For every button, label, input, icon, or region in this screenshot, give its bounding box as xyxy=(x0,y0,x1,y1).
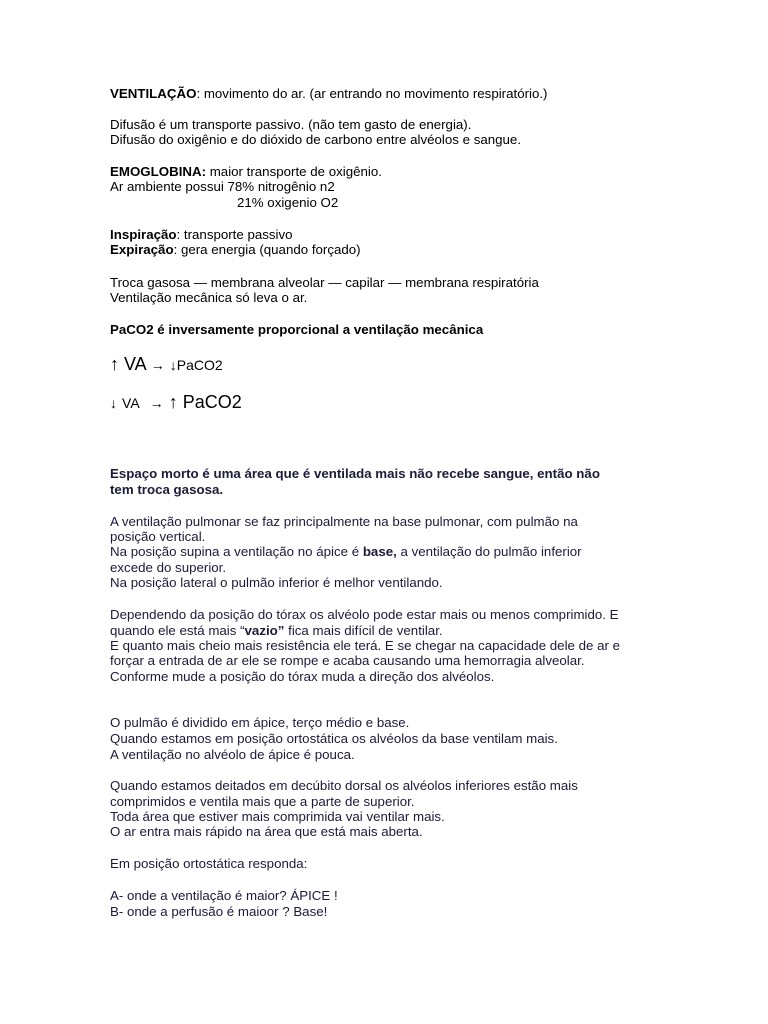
equation-1 xyxy=(110,354,223,375)
vazio-text-post: fica mais difícil de ventilar. xyxy=(284,623,443,638)
ventilacao-label: VENTILAÇÃO xyxy=(110,86,197,101)
inspiracao-label: Inspiração xyxy=(110,227,177,242)
emoglobina-line xyxy=(110,164,382,179)
inspiracao-text: : transporte passivo xyxy=(176,227,293,242)
pulmao-dividido-line-1: O pulmão é dividido em ápice, terço médio e base. xyxy=(110,715,410,730)
equation-2-va: VA xyxy=(122,395,140,411)
vazio-text-pre: quando ele está mais “ xyxy=(110,623,245,638)
question-answer-a: A- onde a ventilação é maior? ÁPICE ! xyxy=(110,888,338,903)
pulmao-dividido-line-2: Quando estamos em posição ortostática os alvéolos da base ventilam mais. xyxy=(110,731,558,746)
emoglobina-label: EMOGLOBINA: xyxy=(110,164,207,179)
posicao-supina-text-pre: Na posição supina a ventilação no ápice é xyxy=(110,544,363,559)
dependendo-line-4: forçar a entrada de ar ele se rompe e acaba causando uma hemorragia alveolar. xyxy=(110,653,585,668)
emoglobina-text: maior transporte de oxigênio. xyxy=(206,164,382,179)
ventilacao-line xyxy=(110,86,548,101)
excede-line: excede do superior. xyxy=(110,560,227,575)
vazio-bold: vazio” xyxy=(244,623,285,638)
question-prompt: Em posição ortostática responda: xyxy=(110,856,308,871)
equation-1-va: VA xyxy=(124,354,146,374)
decubito-line-1: Quando estamos deitados em decúbito dorsal os alvéolos inferiores estão mais xyxy=(110,778,578,793)
decubito-line-3: Toda área que estiver mais comprimida vai ventilar mais. xyxy=(110,809,445,824)
up-arrow-icon: ↑ xyxy=(168,392,178,412)
equation-2 xyxy=(110,392,242,413)
right-arrow-icon: → xyxy=(150,357,165,373)
espaco-morto-line-1: Espaço morto é uma área que é ventilada mais não recebe sangue, então não xyxy=(110,466,600,481)
expiracao-text: : gera energia (quando forçado) xyxy=(173,242,361,257)
down-arrow-icon: ↓ xyxy=(169,357,177,373)
difusao-line-1: Difusão é um transporte passivo. (não tem gasto de energia). xyxy=(110,117,472,132)
dependendo-line-3: E quanto mais cheio mais resistência ele terá. E se chegar na capacidade dele de ar e xyxy=(110,638,621,653)
difusao-line-2: Difusão do oxigênio e do dióxido de carbono entre alvéolos e sangue. xyxy=(110,132,522,147)
ventilacao-text: : movimento do ar. (ar entrando no movimento respiratório.) xyxy=(196,86,548,101)
equation-1-paco2: PaCO2 xyxy=(176,357,223,373)
dependendo-line-2 xyxy=(110,623,443,638)
ventilacao-pulmonar-line-2: posição vertical. xyxy=(110,529,206,544)
decubito-line-4: O ar entra mais rápido na área que está mais aberta. xyxy=(110,824,423,839)
posicao-supina-bold: base, xyxy=(362,544,397,559)
right-arrow-icon: → xyxy=(149,395,164,411)
inspiracao-line xyxy=(110,227,293,242)
pulmao-dividido-line-3: A ventilação no alvéolo de ápice é pouca. xyxy=(110,747,355,762)
ventilacao-pulmonar-line-1: A ventilação pulmonar se faz principalmente na base pulmonar, com pulmão na xyxy=(110,514,578,529)
decubito-line-2: comprimidos e ventila mais que a parte de superior. xyxy=(110,794,415,809)
troca-gasosa-line: Troca gasosa — membrana alveolar — capilar — membrana respiratória xyxy=(110,275,539,290)
espaco-morto-line-2: tem troca gasosa. xyxy=(110,482,224,497)
dependendo-line-5: Conforme mude a posição do tórax muda a direção dos alvéolos. xyxy=(110,669,495,684)
posicao-supina-text-post: a ventilação do pulmão inferior xyxy=(396,544,582,559)
down-arrow-icon: ↓ xyxy=(110,395,117,411)
posicao-lateral-line: Na posição lateral o pulmão inferior é melhor ventilando. xyxy=(110,575,443,590)
ar-ambiente-line-1: Ar ambiente possui 78% nitrogênio n2 xyxy=(110,179,335,194)
posicao-supina-line xyxy=(110,544,582,559)
expiracao-label: Expiração xyxy=(110,242,174,257)
ventilacao-mecanica-line: Ventilação mecânica só leva o ar. xyxy=(110,290,308,305)
question-answer-b: B- onde a perfusão é maioor ? Base! xyxy=(110,904,328,919)
paco2-heading: PaCO2 é inversamente proporcional a ventilação mecânica xyxy=(110,322,484,337)
equation-2-paco2: PaCO2 xyxy=(182,392,242,412)
up-arrow-icon: ↑ xyxy=(110,354,119,374)
expiracao-line xyxy=(110,242,361,257)
dependendo-line-1: Dependendo da posição do tórax os alvéolo pode estar mais ou menos comprimido. E xyxy=(110,607,619,622)
ar-ambiente-line-2: 21% oxigenio O2 xyxy=(237,195,339,210)
